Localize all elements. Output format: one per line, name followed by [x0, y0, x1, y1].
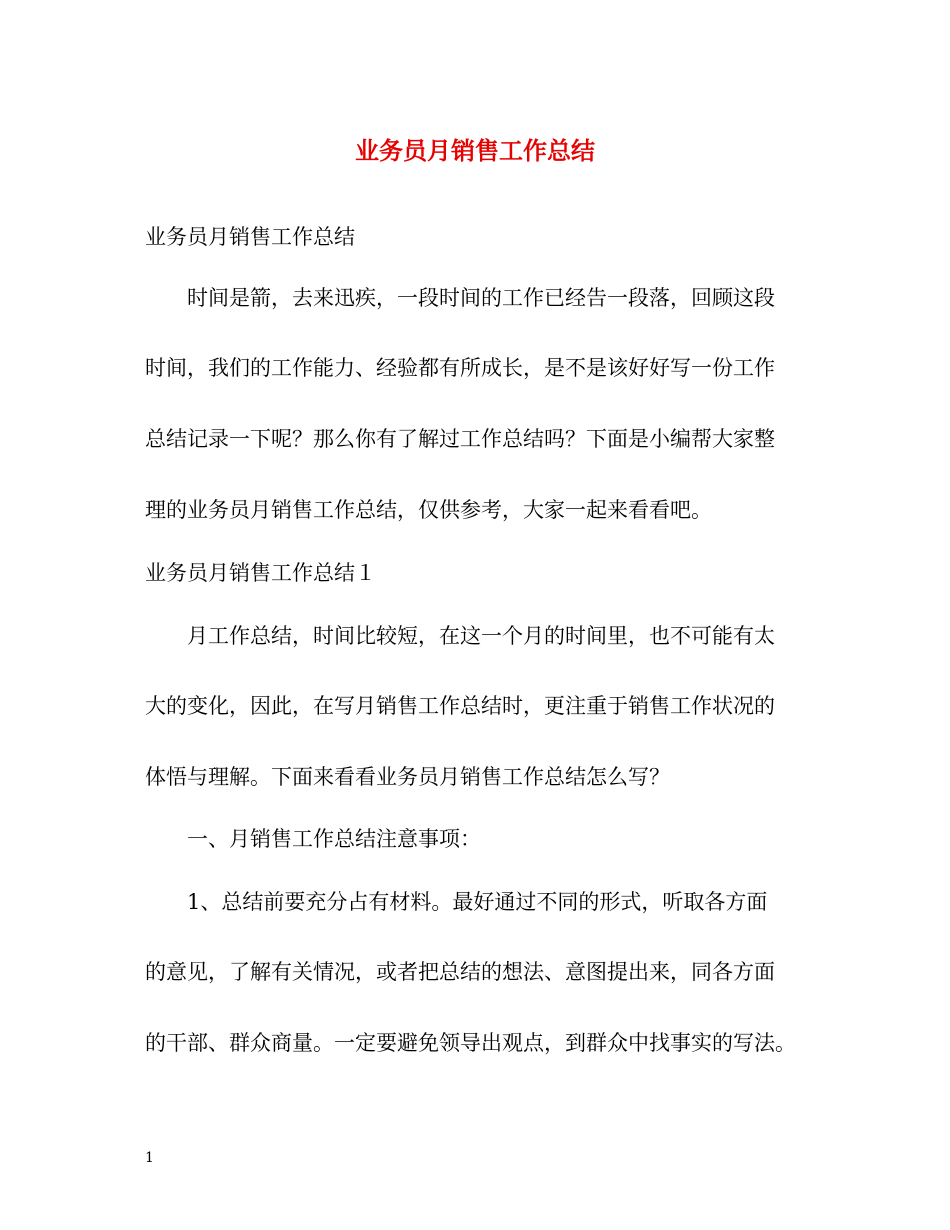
section-heading: 业务员月销售工作总结１ — [145, 561, 376, 585]
paragraph-line: 的意见，了解有关情况，或者把总结的想法、意图提出来，同各方面 — [145, 960, 775, 984]
paragraph-line: 时间，我们的工作能力、经验都有所成长，是不是该好好写一份工作 — [145, 356, 775, 380]
paragraph-line: 1、总结前要充分占有材料。最好通过不同的形式，听取各方面 — [187, 890, 768, 914]
paragraph-line: 时间是箭，去来迅疾，一段时间的工作已经告一段落，回顾这段 — [187, 286, 775, 310]
paragraph-line: 的干部、群众商量。一定要避免领导出观点，到群众中找事实的写法。 — [145, 1031, 796, 1055]
paragraph-line: 理的业务员月销售工作总结，仅供参考，大家一起来看看吧。 — [145, 498, 712, 522]
paragraph-line: 大的变化，因此，在写月销售工作总结时，更注重于销售工作状况的 — [145, 694, 775, 718]
page-number: 1 — [145, 1150, 154, 1166]
section-heading: 业务员月销售工作总结 — [145, 225, 355, 249]
subheading-line: 一、月销售工作总结注意事项： — [187, 827, 481, 851]
paragraph-line: 总结记录一下呢？那么你有了解过工作总结吗？下面是小编帮大家整 — [145, 427, 775, 451]
paragraph-line: 月工作总结，时间比较短，在这一个月的时间里，也不可能有太 — [187, 624, 775, 648]
document-title: 业务员月销售工作总结 — [355, 136, 595, 165]
paragraph-line: 体悟与理解。下面来看看业务员月销售工作总结怎么写？ — [145, 765, 670, 789]
